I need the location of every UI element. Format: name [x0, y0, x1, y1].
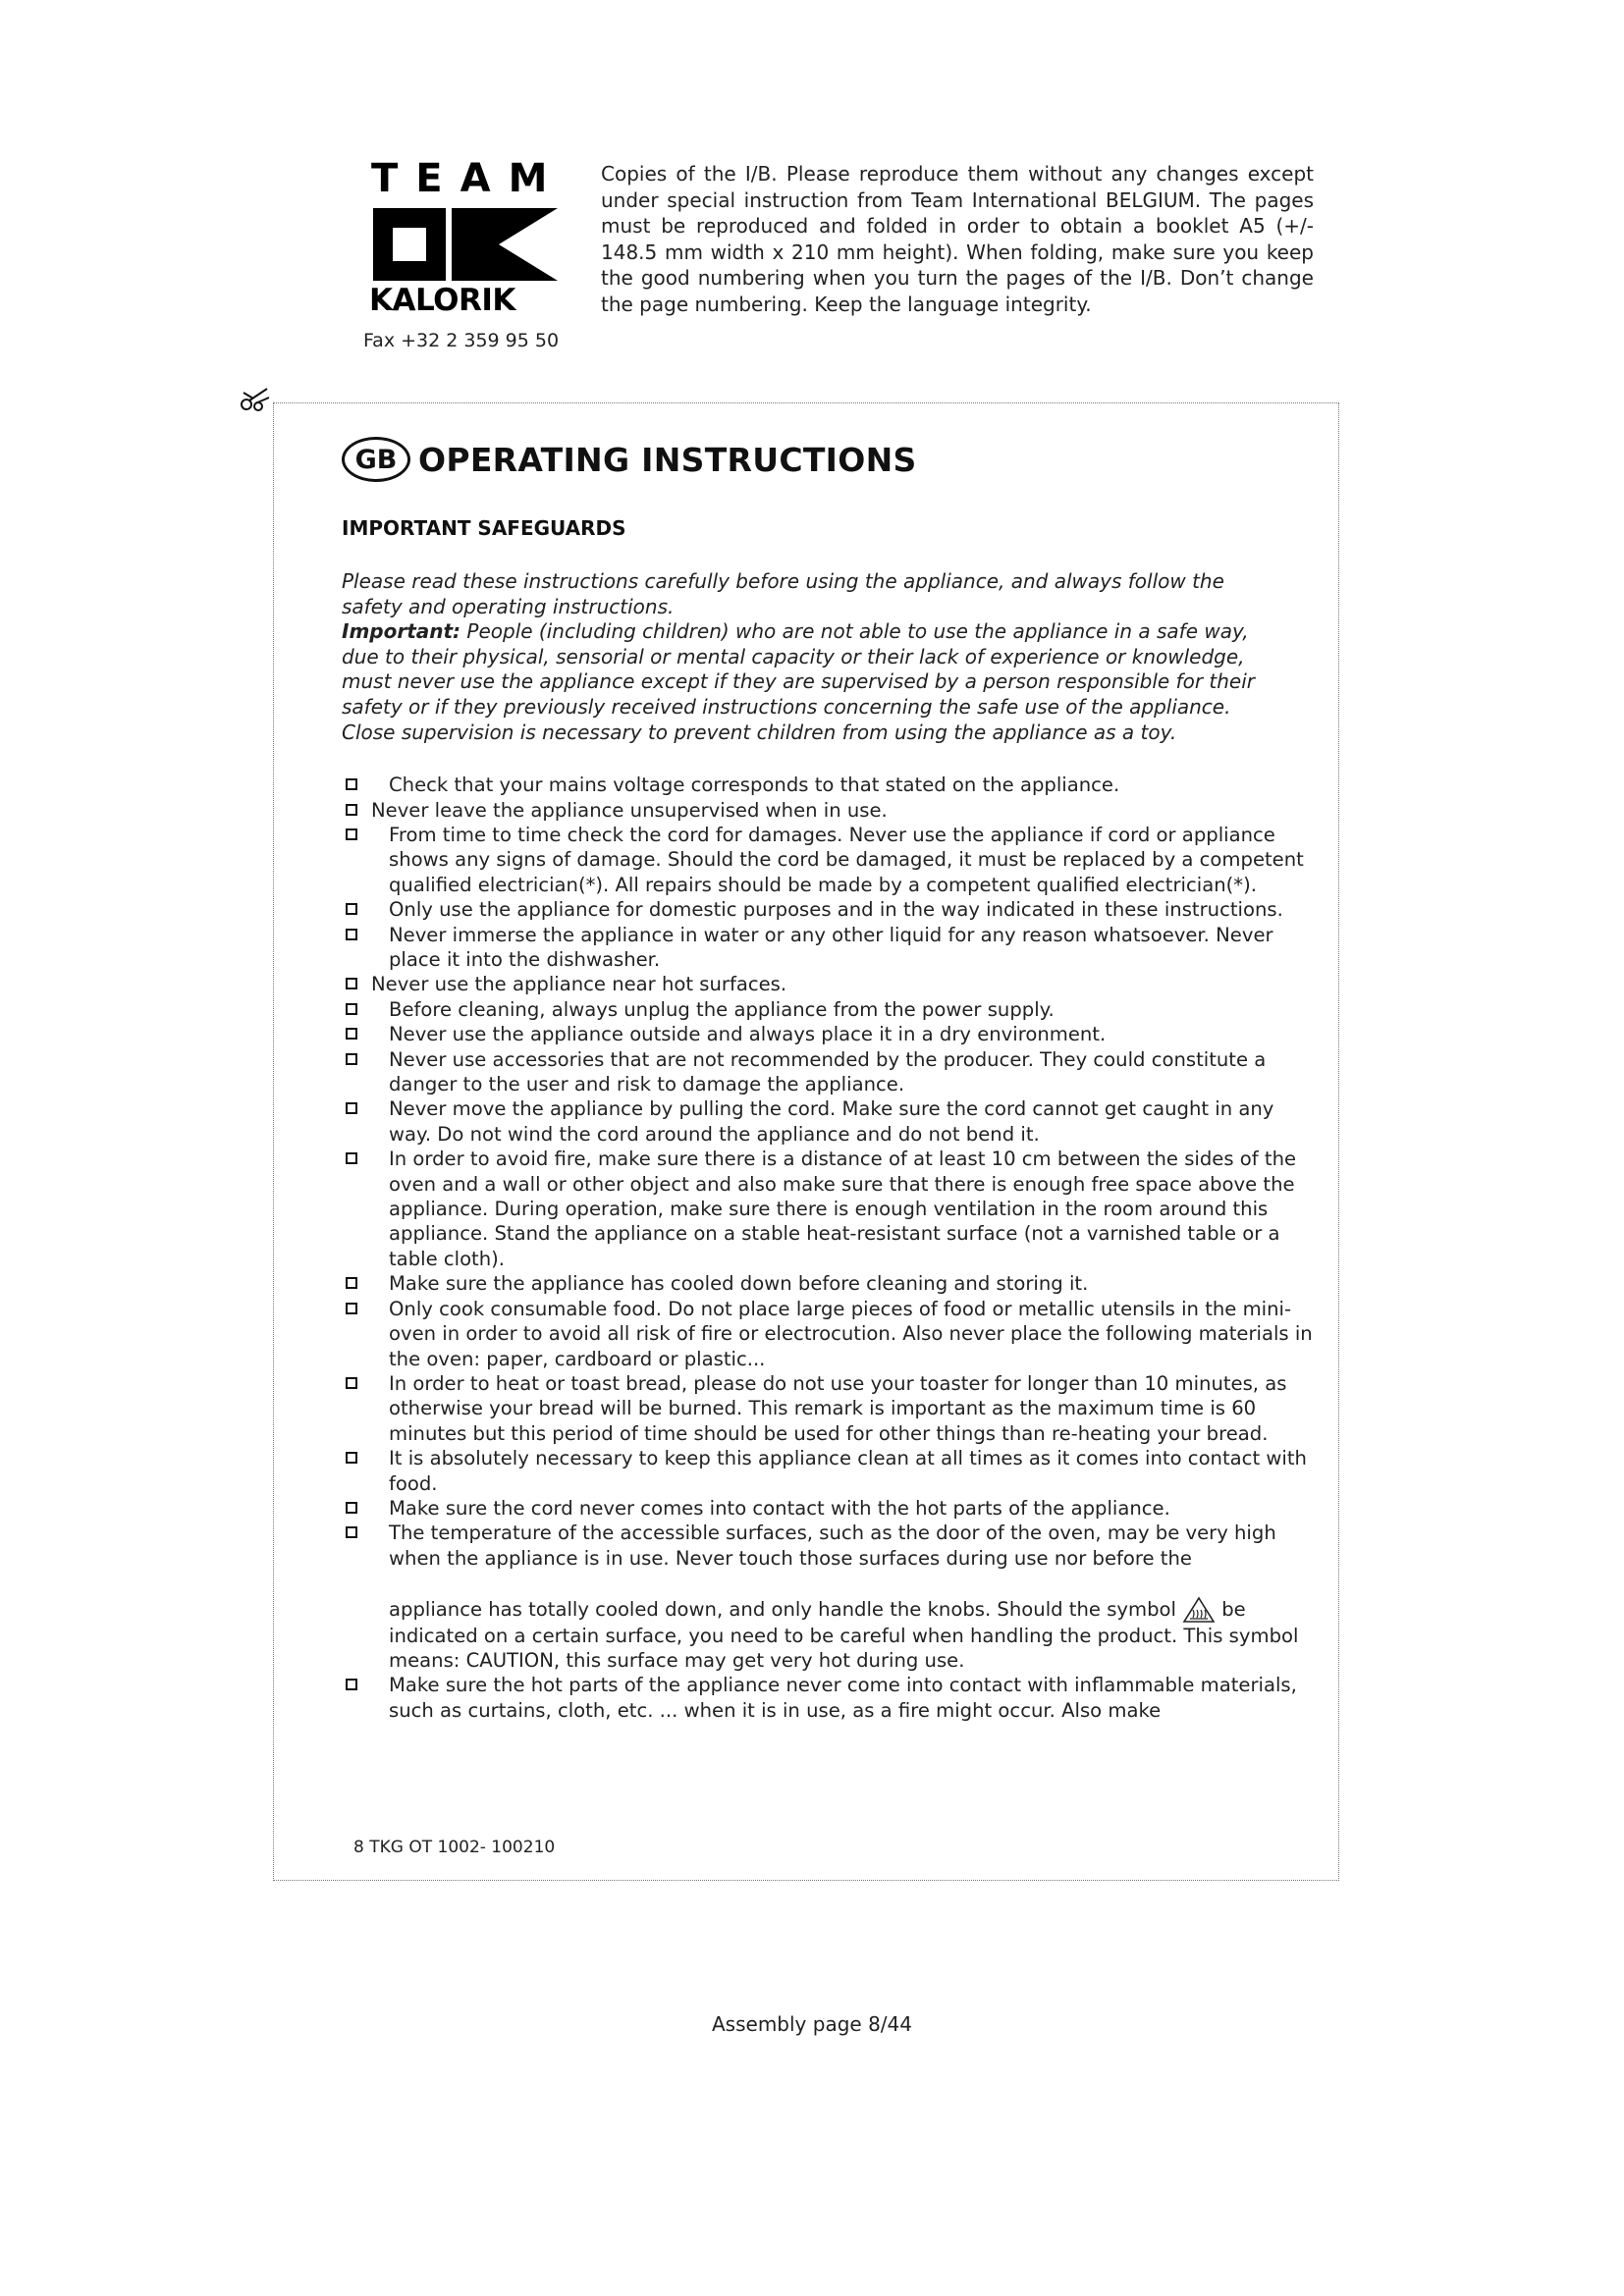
list-item: Never immerse the appliance in water or any other liquid for any reason whatsoever. Never place it into the dishwasher. — [342, 923, 1314, 973]
checkbox-icon — [346, 1277, 357, 1289]
page-title: OPERATING INSTRUCTIONS — [418, 440, 917, 479]
list-item: Only cook consumable food. Do not place large pieces of food or metallic utensils in the mini-oven in order to avoid all risk of fire or electrocution. Also never place the following materials in the oven: paper, cardboard or plastic... — [342, 1297, 1314, 1371]
list-item: In order to avoid fire, make sure there is a distance of at least 10 cm between the sides of the oven and a wall or other object and also make sure that there is enough free space above the appliance. During operation, make sure there is enough ventilation in the room around this appliance. Stand the appliance on a stable heat-resistant surface (not a varnished table or a table cloth). — [342, 1147, 1314, 1271]
list-item: Before cleaning, always unplug the appliance from the power supply. — [342, 997, 1314, 1022]
list-item: Never move the appliance by pulling the cord. Make sure the cord cannot get caught in any way. Do not wind the cord around the appliance and do not bend it. — [342, 1096, 1314, 1147]
list-item: Never use accessories that are not recommended by the producer. They could constitute a danger to the user and risk to damage the appliance. — [342, 1047, 1314, 1097]
page-content — [342, 432, 1314, 1723]
team-kalorik-logo — [365, 156, 566, 318]
section-subtitle: IMPORTANT SAFEGUARDS — [342, 516, 626, 540]
scissors-icon — [240, 385, 273, 412]
list-item: It is absolutely necessary to keep this appliance clean at all times as it comes into contact with food. — [342, 1446, 1314, 1496]
language-badge: GB — [342, 437, 410, 482]
checkbox-icon — [346, 1152, 357, 1164]
section-heading — [342, 432, 1314, 487]
assembly-page-number: Assembly page 8/44 — [712, 2012, 912, 2036]
checkbox-icon — [346, 903, 357, 915]
list-item: In order to heat or toast bread, please do not use your toaster for longer than 10 minutes, as otherwise your bread will be burned. This remark is important as the maximum time is 60 minutes but this period of time should be used for other things than re-heating your bread. — [342, 1371, 1314, 1446]
list-item: Never leave the appliance unsupervised when in use. — [342, 798, 1314, 823]
checkbox-icon — [346, 804, 357, 816]
kalorik-k-logo-icon — [373, 208, 558, 281]
list-item: Make sure the appliance has cooled down before cleaning and storing it. — [342, 1271, 1314, 1296]
list-item: Check that your mains voltage corresponds to that stated on the appliance. — [342, 773, 1314, 797]
list-item-hot-surface: The temperature of the accessible surfaces, such as the door of the oven, may be very high when the appliance is in use. Never touch those surfaces during use nor before the appliance has totally cooled down, and only handle the knobs. Should the symbol be indicated on a certain surface, you need to be careful when handling the product. This symbol means: CAUTION, this surface may get very hot during use. — [342, 1521, 1314, 1673]
copies-instructions: Copies of the I/B. Please reproduce them without any changes except under special instruction from Team International BELGIUM. The pages must be reproduced and folded in order to obtain a booklet A5 (+/- 148.5 mm width x 210 mm height). When folding, make sure you keep the good numbering when you turn the pages of the I/B. Don’t change the page numbering. Keep the language integrity. — [601, 162, 1314, 316]
hot-surface-warning-icon — [1182, 1596, 1216, 1624]
safeguards-list — [342, 773, 1314, 1723]
list-item: Make sure the cord never comes into contact with the hot parts of the appliance. — [342, 1496, 1314, 1521]
logo-kalorik-text: KALORIK — [369, 283, 515, 318]
checkbox-icon — [346, 828, 357, 840]
checkbox-icon — [346, 1053, 357, 1065]
checkbox-icon — [346, 929, 357, 940]
list-item: Never use the appliance outside and always place it in a dry environment. — [342, 1022, 1314, 1046]
logo-team-text: TEAM — [371, 156, 566, 201]
checkbox-icon — [346, 1028, 357, 1040]
list-item: Only use the appliance for domestic purposes and in the way indicated in these instructions. — [342, 897, 1314, 922]
checkbox-icon — [346, 1003, 357, 1015]
checkbox-icon — [346, 1526, 357, 1538]
list-item: Make sure the hot parts of the appliance never come into contact with inflammable materials, such as curtains, cloth, etc. ... when it is in use, as a fire might occur. Also make — [342, 1673, 1314, 1723]
important-label: Important: — [342, 619, 461, 644]
checkbox-icon — [346, 1452, 357, 1464]
intro-text-1: Please read these instructions carefully before using the appliance, and always follow the safety and operating instructions. — [342, 569, 1224, 618]
checkbox-icon — [346, 1377, 357, 1389]
intro-paragraph — [342, 569, 1274, 745]
list-item: Never use the appliance near hot surfaces. — [342, 972, 1314, 996]
fax-number: Fax +32 2 359 95 50 — [363, 330, 560, 351]
header — [0, 0, 1624, 373]
checkbox-icon — [346, 978, 357, 989]
checkbox-icon — [346, 778, 357, 790]
checkbox-icon — [346, 1679, 357, 1690]
page-reference: 8 TKG OT 1002- 100210 — [353, 1838, 556, 1857]
checkbox-icon — [346, 1303, 357, 1314]
list-item: From time to time check the cord for damages. Never use the appliance if cord or appliance shows any signs of damage. Should the cord be damaged, it must be replaced by a competent qualified electrician(*). All repairs should be made by a competent qualified electrician(*). — [342, 823, 1314, 897]
intro-text-2: People (including children) who are not able to use the appliance in a safe way, due to their physical, sensorial or mental capacity or their lack of experience or knowledge, must never use the appliance except if they are supervised by a person responsible for their safety or if they previously received instructions concerning the safe use of the appliance. Close supervision is necessary to prevent children from using the appliance as a toy. — [342, 619, 1256, 744]
checkbox-icon — [346, 1102, 357, 1114]
checkbox-icon — [346, 1502, 357, 1514]
